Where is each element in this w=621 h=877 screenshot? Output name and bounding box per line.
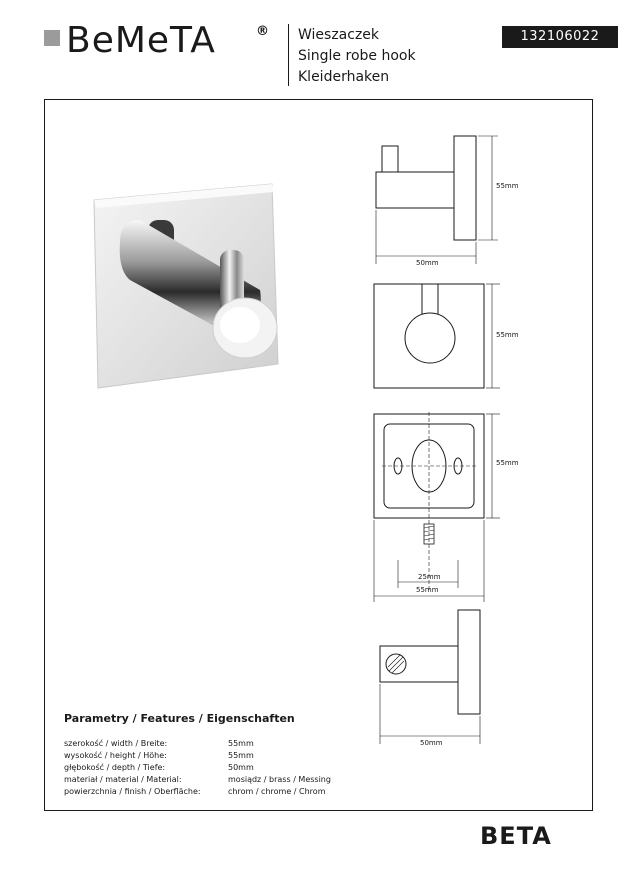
- product-name-de: Kleiderhaken: [298, 69, 390, 85]
- spec-label: powierzchnia / finish / Oberfläche:: [64, 787, 201, 796]
- product-name-pl: Wieszaczek: [298, 27, 380, 43]
- spec-row: [64, 786, 394, 798]
- dim-front-height: 55mm: [496, 331, 519, 339]
- spec-label: wysokość / height / Höhe:: [64, 751, 167, 760]
- series-name: BETA: [480, 822, 552, 850]
- dim-back-width: 55mm: [416, 586, 439, 594]
- header-divider: [288, 24, 289, 86]
- spec-row: [64, 762, 394, 774]
- brand-logo: [44, 20, 272, 66]
- logo-square: [44, 30, 60, 46]
- spec-value: mosiądz / brass / Messing: [228, 775, 331, 784]
- front-view: [374, 284, 500, 388]
- spec-label: szerokość / width / Breite:: [64, 739, 168, 748]
- spec-row: [64, 750, 394, 762]
- product-photo: [90, 180, 290, 392]
- spec-row: [64, 774, 394, 786]
- spec-value: 55mm: [228, 739, 254, 748]
- features-title: Parametry / Features / Eigenschaften: [64, 712, 295, 725]
- spec-label: materiał / material / Material:: [64, 775, 182, 784]
- spec-value: chrom / chrome / Chrom: [228, 787, 326, 796]
- dim-side-depth: 50mm: [416, 259, 439, 267]
- product-name-en: Single robe hook: [298, 48, 416, 64]
- spec-row: [64, 738, 394, 750]
- bottom-view: [380, 610, 480, 744]
- registered-mark: ®: [256, 24, 269, 39]
- side-view: [376, 136, 498, 264]
- dim-hole-spacing: 25mm: [418, 573, 441, 581]
- spec-label: głębokość / depth / Tiefe:: [64, 763, 166, 772]
- dim-back-height: 55mm: [496, 459, 519, 467]
- dim-bottom-depth: 50mm: [420, 739, 443, 747]
- logo-text: BeMeTA: [66, 20, 216, 61]
- technical-drawing: [340, 120, 590, 760]
- dim-side-height: 55mm: [496, 182, 519, 190]
- spec-value: 50mm: [228, 763, 254, 772]
- spec-value: 55mm: [228, 751, 254, 760]
- product-code: 132106022: [502, 26, 618, 48]
